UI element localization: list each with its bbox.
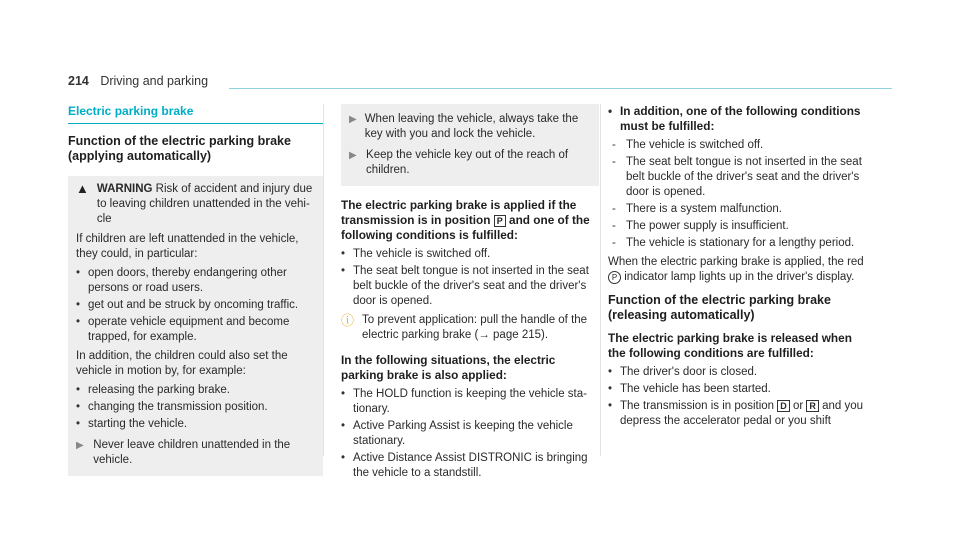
- apply-condition-list: [341, 247, 599, 309]
- section-label: Electric parking brake: [68, 104, 323, 124]
- list-item: • releasing the parking brake.: [76, 383, 315, 398]
- list-text: or: [792, 400, 804, 412]
- release-list: [608, 365, 868, 429]
- gear-d-symbol-icon: D: [777, 400, 790, 412]
- note-text: To prevent application: pull the handle of the electric parking brake (→ page 215).: [362, 314, 588, 341]
- step-arrow-icon: ▶: [76, 440, 84, 451]
- column-2: [341, 104, 599, 485]
- column-1: [68, 104, 323, 486]
- list-item: • In addition, one of the following conditions must be fulfilled:: [608, 104, 868, 134]
- header-section-title: Driving and parking: [100, 74, 209, 88]
- warning-title: WARNING: [96, 183, 153, 195]
- info-icon: ⓘ: [341, 313, 355, 328]
- step-text: When leaving the vehicle, always take the key with you and lock the vehicle.: [364, 113, 579, 140]
- step-text: Keep the vehicle key out of the reach of children.: [366, 149, 569, 176]
- list-item: • The vehicle has been started.: [608, 382, 868, 397]
- heading-text: and one of the following conditions is fulfilled:: [341, 213, 590, 242]
- release-heading: The electric parking brake is released when the following conditions are fulfilled:: [608, 331, 852, 360]
- warning-text: [97, 182, 315, 227]
- warning-list-2: [76, 383, 315, 432]
- note: [341, 313, 599, 343]
- list-item: - The power supply is insufficient.: [608, 219, 868, 234]
- list-item: - The seat belt tongue is not inserted in the seat belt buckle of the driver's seat and the driver's door is opened.: [608, 155, 868, 200]
- list-item: - There is a system malfunction.: [608, 202, 868, 217]
- warning-message: Risk of accident and injury due to leaving children unattended in the vehicle: [96, 183, 313, 225]
- list-item: • Active Distance Assist DISTRONIC is bringing the vehicle to a standstill.: [341, 451, 599, 481]
- column-3: [608, 104, 868, 433]
- step-arrow-icon: ▶: [349, 150, 357, 161]
- paragraph-text: When the electric parking brake is applied, the red: [608, 256, 864, 268]
- list-text: and you depress the accelerator pedal or you shift: [620, 400, 864, 427]
- apply-condition-heading: [341, 198, 599, 243]
- list-item: • The HOLD function is keeping the vehicle stationary.: [341, 387, 599, 417]
- warning-step: [349, 148, 591, 178]
- warning-body: If children are left unattended in the vehicle, they could, in particular:: [76, 233, 299, 260]
- condition-sub-list: [608, 138, 868, 251]
- list-item: • Active Parking Assist is keeping the vehicle stationary.: [341, 419, 599, 449]
- heading-text: The electric parking brake is applied if the transmission is in position: [341, 198, 577, 227]
- warning-triangle-icon: ▲: [76, 181, 89, 196]
- list-item: [608, 399, 868, 429]
- list-item: • The seat belt tongue is not inserted in the seat belt buckle of the driver's seat and the driver's door is opened.: [341, 264, 599, 309]
- warning-body-2: In addition, the children could also set the vehicle in motion by, for example:: [76, 350, 288, 377]
- gear-r-symbol-icon: R: [806, 400, 819, 412]
- additional-condition: [608, 104, 868, 134]
- list-item: • The driver's door is closed.: [608, 365, 868, 380]
- step-arrow-icon: ▶: [349, 114, 357, 125]
- situations-heading: In the following situations, the electric parking brake is also applied:: [341, 353, 556, 382]
- column-divider: [323, 104, 324, 456]
- gear-p-symbol-icon: P: [494, 215, 506, 227]
- warning-step: [76, 438, 315, 468]
- subheading: Function of the electric parking brake (releasing automatically): [608, 293, 831, 322]
- list-item: - The vehicle is switched off.: [608, 138, 868, 153]
- warning-header: [76, 182, 315, 227]
- step-text: Never leave children unattended in the vehicle.: [93, 439, 291, 466]
- list-item: • open doors, thereby endangering other persons or road users.: [76, 266, 315, 296]
- warning-box: [68, 176, 323, 476]
- list-text: The transmission is in position: [620, 400, 775, 412]
- warning-box-continued: [341, 104, 599, 186]
- list-item: • operate vehicle equipment and become trapped, for example.: [76, 315, 315, 345]
- list-item: - The vehicle is stationary for a lengthy period.: [608, 236, 868, 251]
- page-number: 214: [68, 74, 89, 88]
- list-item: • changing the transmission position.: [76, 400, 315, 415]
- list-item: • The vehicle is switched off.: [341, 247, 599, 262]
- subheading: Function of the electric parking brake (applying automatically): [68, 134, 291, 163]
- indicator-paragraph: [608, 255, 868, 285]
- situations-list: [341, 387, 599, 481]
- warning-list: [76, 266, 315, 345]
- list-item: • get out and be struck by oncoming traffic.: [76, 298, 315, 313]
- paragraph-text: indicator lamp lights up in the driver's display.: [624, 271, 855, 283]
- parking-brake-indicator-icon: P: [608, 271, 621, 284]
- warning-step: [349, 112, 591, 142]
- column-divider: [600, 104, 601, 456]
- header-rule: [229, 88, 892, 89]
- list-item: • starting the vehicle.: [76, 417, 315, 432]
- page-header: [68, 74, 208, 88]
